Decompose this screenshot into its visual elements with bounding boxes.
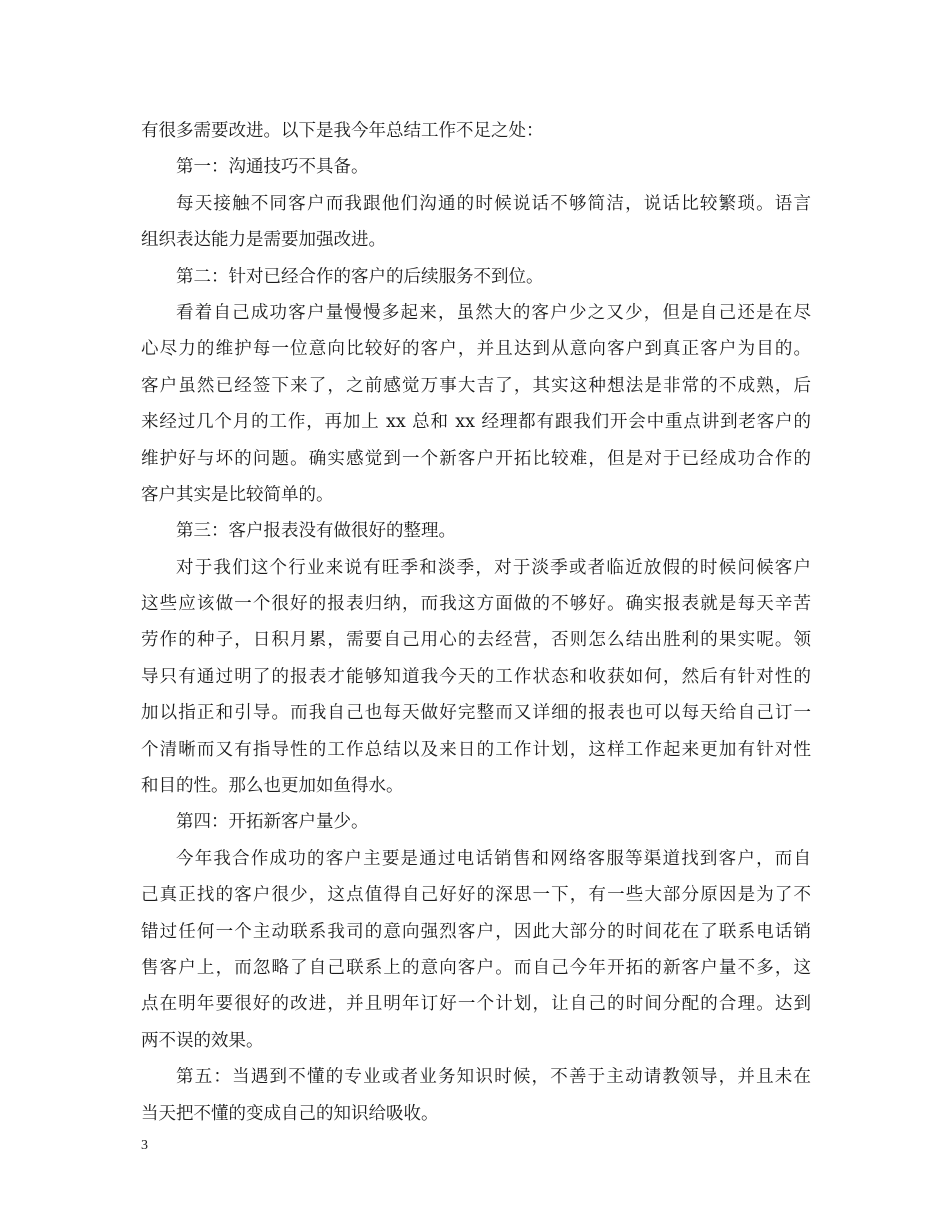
text-line: 己真正找的客户很少，这点值得自己好好的深思一下，有一些大部分原因是为了不 <box>141 885 811 906</box>
text-line: 维护好与坏的问题。确实感觉到一个新客户开拓比较难，但是对于已经成功合作的 <box>141 448 811 469</box>
text-line: 客户虽然已经签下来了，之前感觉万事大吉了，其实这种想法是非常的不成熟，后 <box>141 375 811 396</box>
text-line: 错过任何一个主动联系我司的意向强烈客户，因此大部分的时间花在了联系电话销 <box>141 921 811 942</box>
text-line: 加以指正和引导。而我自己也每天做好完整而又详细的报表也可以每天给自己订一 <box>141 703 811 724</box>
text-line: 来经过几个月的工作，再加上 xx 总和 xx 经理都有跟我们开会中重点讲到老客户的 <box>141 412 811 433</box>
text-line: 劳作的种子，日积月累，需要自己用心的去经营，否则怎么结出胜利的果实呢。领 <box>141 630 811 651</box>
text-line: 点在明年要很好的改进，并且明年订好一个计划，让自己的时间分配的合理。达到 <box>141 994 811 1015</box>
text-line: 组织表达能力是需要加强改进。 <box>141 230 386 251</box>
text-line: 每天接触不同客户而我跟他们沟通的时候说话不够简洁，说话比较繁琐。语言 <box>176 193 811 214</box>
text-line: 第五：当遇到不懂的专业或者业务知识时候，不善于主动请教领导，并且未在 <box>176 1067 811 1088</box>
text-line: 今年我合作成功的客户主要是通过电话销售和网络客服等渠道找到客户，而自 <box>176 848 811 869</box>
text-line: 个清晰而又有指导性的工作总结以及来日的工作计划，这样工作起来更加有针对性 <box>141 739 811 760</box>
text-line: 有很多需要改进。以下是我今年总结工作不足之处： <box>141 121 544 141</box>
text-line: 第三：客户报表没有做很好的整理。 <box>176 521 456 542</box>
text-line: 导只有通过明了的报表才能够知道我今天的工作状态和收获如何，然后有针对性的 <box>141 666 811 687</box>
text-line: 当天把不懂的变成自己的知识给吸收。 <box>141 1103 439 1124</box>
document-body <box>141 113 811 1132</box>
text-line: 两不误的效果。 <box>141 1030 264 1051</box>
page-number: 3 <box>141 1138 148 1153</box>
text-line: 看着自己成功客户量慢慢多起来，虽然大的客户少之又少，但是自己还是在尽 <box>176 302 811 323</box>
text-line: 客户其实是比较简单的。 <box>141 484 334 505</box>
text-line: 这些应该做一个很好的报表归纳，而我这方面做的不够好。确实报表就是每天辛苦 <box>141 594 811 615</box>
text-line: 和目的性。那么也更加如鱼得水。 <box>141 776 404 797</box>
text-line: 对于我们这个行业来说有旺季和淡季，对于淡季或者临近放假的时候问候客户 <box>176 557 811 578</box>
text-line: 第一：沟通技巧不具备。 <box>176 157 369 178</box>
text-line: 第二：针对已经合作的客户的后续服务不到位。 <box>176 266 544 287</box>
text-line: 售客户上，而忽略了自己联系上的意向客户。而自己今年开拓的新客户量不多，这 <box>141 957 811 978</box>
text-line: 心尽力的维护每一位意向比较好的客户，并且达到从意向客户到真正客户为目的。 <box>141 339 811 360</box>
text-line: 第四：开拓新客户量少。 <box>176 812 369 833</box>
